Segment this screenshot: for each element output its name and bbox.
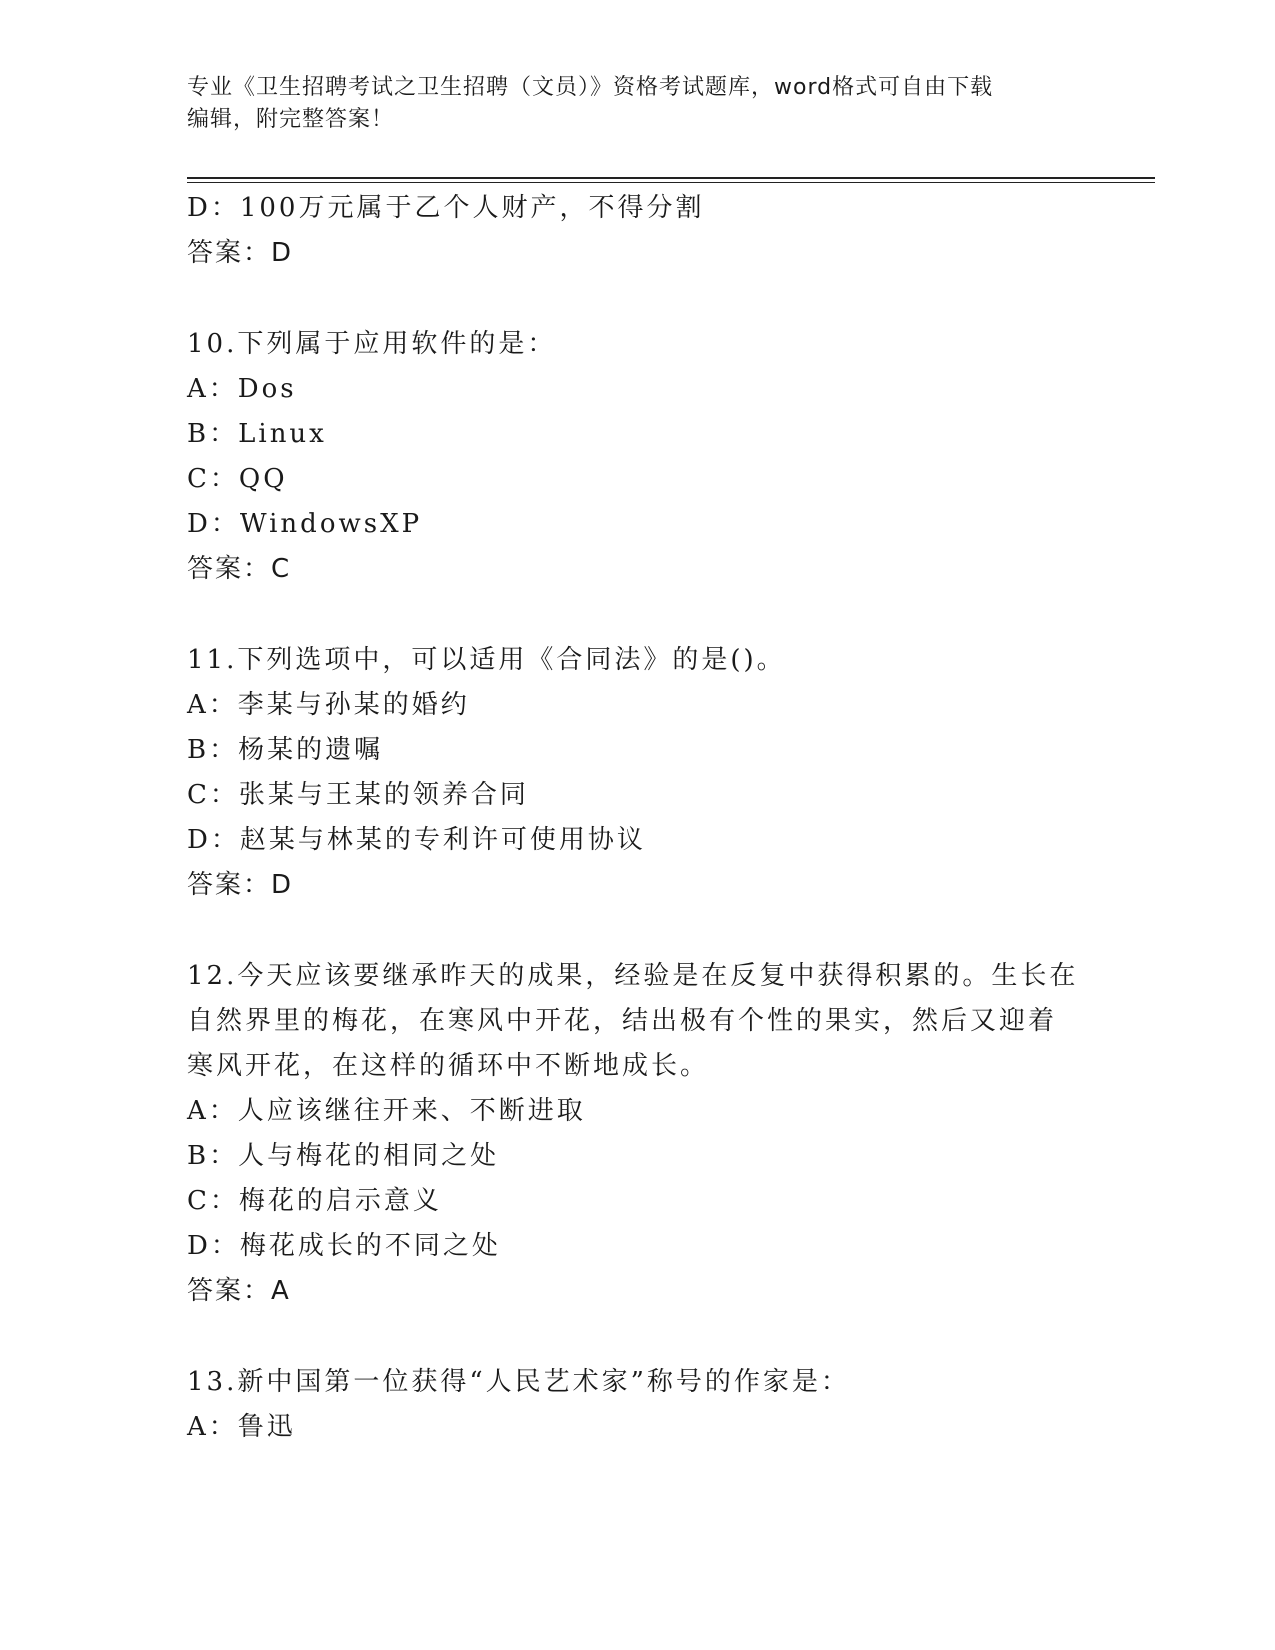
option-c: C：QQ bbox=[187, 464, 288, 494]
header-divider-thin bbox=[187, 182, 1155, 183]
option-b: B：杨某的遗嘱 bbox=[187, 735, 384, 765]
question-10 bbox=[187, 322, 1087, 592]
spacer bbox=[187, 1314, 1087, 1360]
question-text: 13.新中国第一位获得“人民艺术家”称号的作家是： bbox=[187, 1367, 850, 1397]
question-12 bbox=[187, 954, 1087, 1314]
question-13 bbox=[187, 1360, 1087, 1450]
header-divider-thick bbox=[187, 177, 1155, 179]
option-a: A：人应该继往开来、不断进取 bbox=[187, 1096, 586, 1126]
answer-line: 答案：A bbox=[187, 1276, 291, 1306]
spacer bbox=[187, 908, 1087, 954]
question-text-line-3: 寒风开花，在这样的循环中不断地成长。 bbox=[187, 1051, 710, 1081]
header-line-1: 专业《卫生招聘考试之卫生招聘（文员）》资格考试题库，word格式可自由下载 bbox=[187, 75, 994, 100]
option-d: D：WindowsXP bbox=[187, 509, 423, 539]
question-text: 10.下列属于应用软件的是： bbox=[187, 329, 557, 359]
answer-line: 答案：D bbox=[187, 870, 294, 900]
option-b: B：人与梅花的相同之处 bbox=[187, 1141, 500, 1171]
option-a: A：鲁迅 bbox=[187, 1412, 296, 1442]
option-d: D：梅花成长的不同之处 bbox=[187, 1231, 501, 1261]
option-c: C：张某与王某的领养合同 bbox=[187, 780, 529, 810]
question-text: 11.下列选项中，可以适用《合同法》的是()。 bbox=[187, 645, 786, 675]
spacer bbox=[187, 592, 1087, 638]
answer-line: 答案：D bbox=[187, 238, 294, 268]
option-a: A：Dos bbox=[187, 374, 297, 404]
option-d: D：100万元属于乙个人财产，不得分割 bbox=[187, 193, 705, 223]
question-11 bbox=[187, 638, 1087, 908]
option-b: B：Linux bbox=[187, 419, 327, 449]
question-text-line-2: 自然界里的梅花，在寒风中开花，结出极有个性的果实，然后又迎着 bbox=[187, 1006, 1058, 1036]
option-a: A：李某与孙某的婚约 bbox=[187, 690, 470, 720]
question-text-line-1: 12.今天应该要继承昨天的成果，经验是在反复中获得积累的。生长在 bbox=[187, 961, 1079, 991]
answer-line: 答案：C bbox=[187, 554, 292, 584]
spacer bbox=[187, 276, 1087, 322]
question-list bbox=[187, 186, 1087, 1450]
document-header bbox=[187, 72, 1087, 136]
header-line-2: 编辑，附完整答案！ bbox=[187, 107, 395, 132]
option-d: D：赵某与林某的专利许可使用协议 bbox=[187, 825, 646, 855]
option-c: C：梅花的启示意义 bbox=[187, 1186, 442, 1216]
